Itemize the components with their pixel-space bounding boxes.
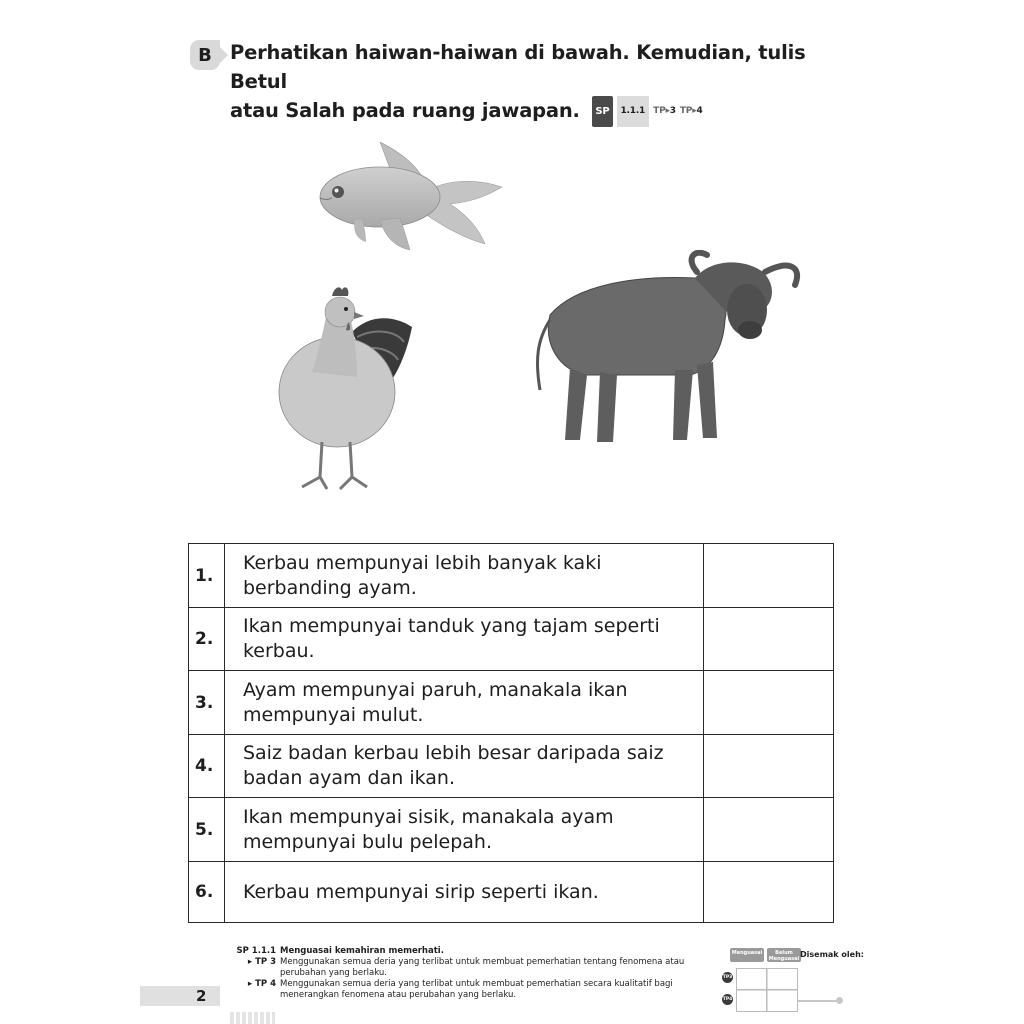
tp4-value: 4 [696, 106, 703, 116]
question-number: 5. [189, 798, 225, 862]
question-text-line-2: mempunyai mulut. [242, 703, 424, 726]
instruction-line-2: atau Salah pada ruang jawapan. [230, 99, 580, 122]
signature-dot [836, 997, 843, 1004]
footer-tp4-label-text: TP 4 [255, 979, 276, 989]
tp3-value: 3 [669, 106, 676, 116]
question-text-line-1: Saiz badan kerbau lebih besar daripada saiz [242, 742, 664, 764]
footer-sp-label: SP 1.1.1 [236, 946, 276, 956]
assessment-grid[interactable] [736, 968, 798, 1012]
table-row [189, 798, 834, 862]
question-number: 4. [189, 735, 225, 798]
footer-tp3-row [230, 957, 710, 979]
instruction-line-2-wrap [230, 96, 850, 127]
table-row [189, 735, 834, 798]
answer-cell[interactable] [704, 798, 834, 862]
footer-notes [230, 946, 710, 1001]
question-text: Kerbau mempunyai sirip seperti ikan. [224, 862, 703, 923]
question-number: 1. [189, 544, 225, 608]
footer-tp3-label: ▸ TP 3 [247, 957, 276, 967]
footer-sp-row [230, 946, 710, 957]
footer-tp4-label: ▸ TP 4 [247, 979, 276, 989]
tp4-prefix: TP [679, 106, 693, 116]
footer-decoration [230, 1012, 275, 1024]
question-text [224, 798, 703, 862]
tp3-tag: TP▸3 [653, 106, 676, 116]
footer-tp3-label-text: TP 3 [255, 957, 276, 967]
answer-cell[interactable] [704, 862, 834, 923]
assess-col-mastered: Menguasai [730, 948, 764, 962]
tp3-dot: TP3 [722, 972, 733, 983]
question-text-line-1: Kerbau mempunyai lebih banyak kaki [242, 551, 602, 574]
assessment-box [722, 948, 864, 1002]
question-text [224, 544, 703, 608]
page-number: 2 [196, 987, 207, 1005]
table-row [189, 608, 834, 671]
question-text-line-2: badan ayam dan ikan. [242, 767, 455, 789]
assessment-header [730, 948, 801, 962]
tp4-tag: TP▸4 [679, 106, 703, 116]
question-number: 2. [189, 608, 225, 671]
table-row [189, 544, 834, 608]
signature-line [798, 1000, 838, 1002]
curriculum-tags [592, 96, 702, 127]
footer-tp4-text: Menggunakan semua deria yang terlibat untuk membuat pemerhatian secara kualitatif bagi menerangkan fenomena atau perubahan yang berlaku. [280, 979, 673, 1000]
buffalo-image [525, 250, 810, 450]
table-row [189, 862, 834, 923]
question-table [188, 543, 834, 923]
question-number: 3. [189, 671, 225, 735]
question-text-line-2: kerbau. [242, 640, 315, 662]
answer-cell[interactable] [704, 544, 834, 608]
footer-tp3-text: Menggunakan semua deria yang terlibat untuk membuat pemerhatian tentang fenomena atau perubahan yang berlaku. [280, 957, 685, 978]
tp4-dot: TP4 [722, 994, 733, 1005]
question-text [224, 735, 703, 798]
answer-cell[interactable] [704, 608, 834, 671]
sp-tag: SP [592, 96, 612, 127]
table-row [189, 671, 834, 735]
page-number-bar [140, 986, 220, 1006]
tp3-prefix: TP [653, 106, 666, 116]
question-text [224, 671, 703, 735]
instruction-line-1: Perhatikan haiwan-haiwan di bawah. Kemudian, tulis Betul [230, 41, 806, 93]
question-text-line-1: Ayam mempunyai paruh, manakala ikan [242, 678, 628, 701]
section-badge: B [190, 40, 220, 70]
answer-cell[interactable] [704, 735, 834, 798]
question-text-line-2: berbanding ayam. [242, 576, 417, 599]
footer-sp-text: Menguasai kemahiran memerhati. [280, 946, 444, 956]
checked-by-label: Disemak oleh: [800, 950, 864, 959]
question-text-line-2: mempunyai bulu pelepah. [242, 830, 492, 853]
question-number: 6. [189, 862, 225, 923]
goldfish-image [310, 132, 510, 262]
hen-image [272, 282, 417, 497]
instruction [230, 38, 850, 127]
sp-code-tag: 1.1.1 [617, 96, 650, 127]
footer-tp4-row [230, 979, 710, 1001]
assess-col-not-mastered: Belum Menguasai [768, 950, 800, 962]
question-text-line-1: Ikan mempunyai tanduk yang tajam seperti [242, 615, 660, 637]
question-text-line-1: Ikan mempunyai sisik, manakala ayam [242, 805, 614, 828]
answer-cell[interactable] [704, 671, 834, 735]
question-text [224, 608, 703, 671]
